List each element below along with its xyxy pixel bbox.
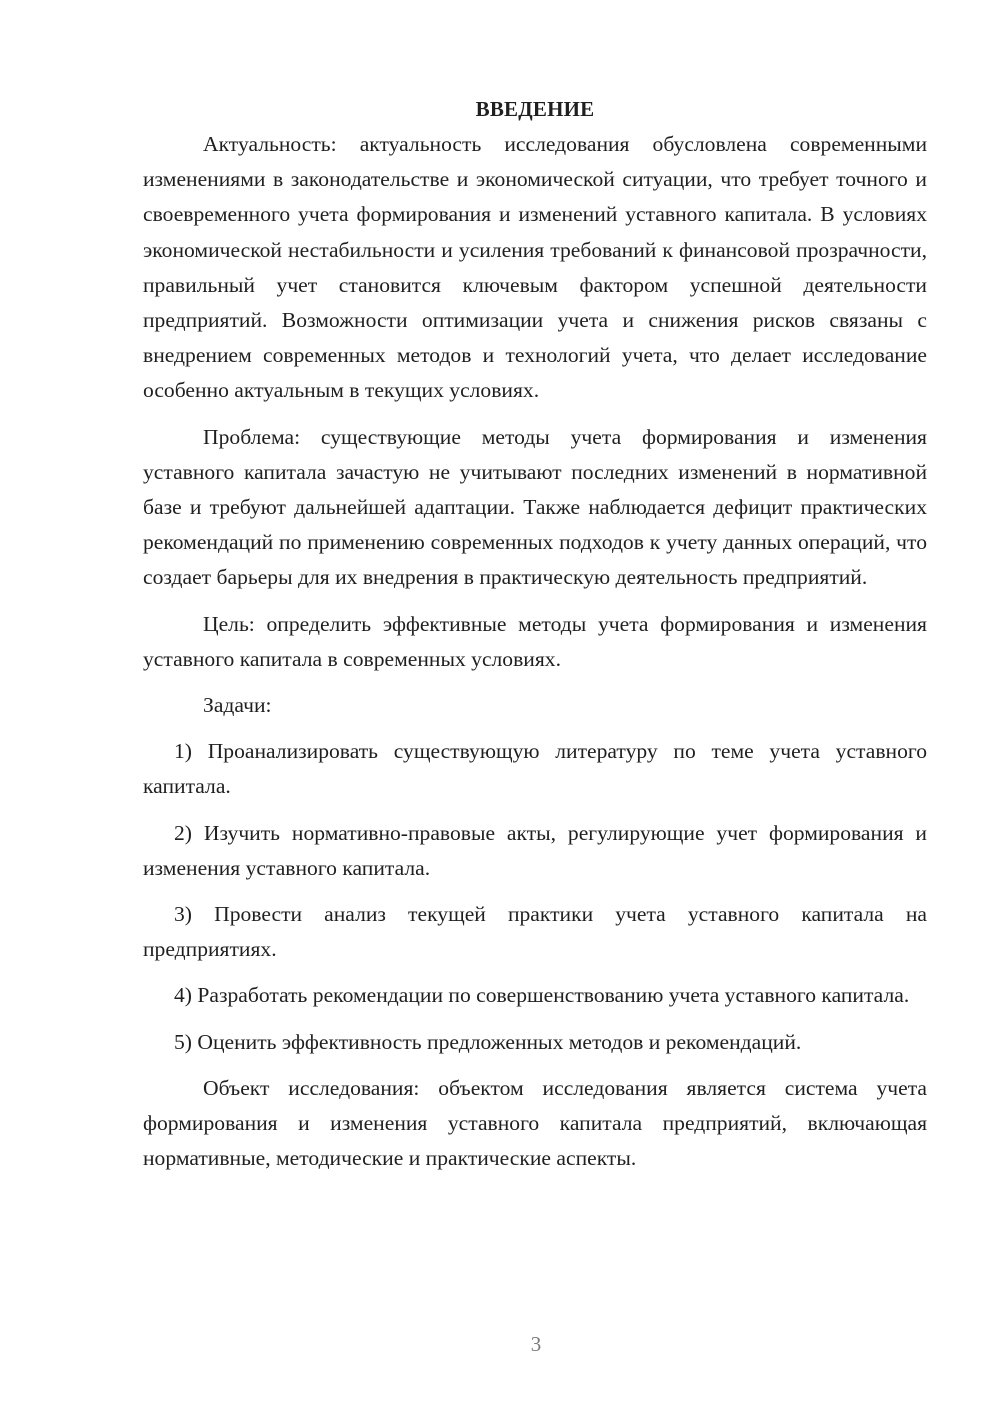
task-item-1: 1) Проанализировать существующую литературу по теме учета уставного капитала. [143, 739, 927, 799]
object-paragraph: Объект исследования: объектом исследования является система учета формирования и изменения уставного капитала предприятий, включающая нормативные, методические и практические аспекты. [143, 1075, 927, 1171]
page-number: 3 [530, 1332, 542, 1356]
goal-paragraph: Цель: определить эффективные методы учета формирования и изменения уставного капитала в современных условиях. [143, 611, 927, 671]
task-item-5: 5) Оценить эффективность предложенных методов и рекомендаций. [174, 1029, 802, 1054]
problem-paragraph: Проблема: существующие методы учета формирования и изменения уставного капитала зачастую не учитывают последних изменений в нормативной базе и требуют дальнейшей адаптации. Также наблюдается дефицит практических рекомендаций по применению современных подходов к учету данных операций, что создает барьеры для их внедрения в практическую деятельность предприятий. [143, 424, 927, 590]
task-item-2: 2) Изучить нормативно-правовые акты, регулирующие учет формирования и изменения уставного капитала. [143, 820, 927, 880]
task-item-3: 3) Провести анализ текущей практики учета уставного капитала на предприятиях. [143, 902, 927, 962]
relevance-paragraph: Актуальность: актуальность исследования обусловлена современными изменениями в законодательстве и экономической ситуации, что требует точного и своевременного учета формирования и изменений уставного капитала. В условиях экономической нестабильности и усиления требований к финансовой прозрачности, правильный учет становится ключевым фактором успешной деятельности предприятий. Возможности оптимизации учета и снижения рисков связаны с внедрением современных методов и технологий учета, что делает исследование особенно актуальным в текущих условиях. [143, 132, 927, 403]
task-item-4: 4) Разработать рекомендации по совершенствованию учета уставного капитала. [174, 983, 910, 1008]
page-title: ВВЕДЕНИЕ [475, 97, 595, 121]
tasks-heading: Задачи: [203, 693, 272, 718]
page-content [143, 92, 927, 1176]
